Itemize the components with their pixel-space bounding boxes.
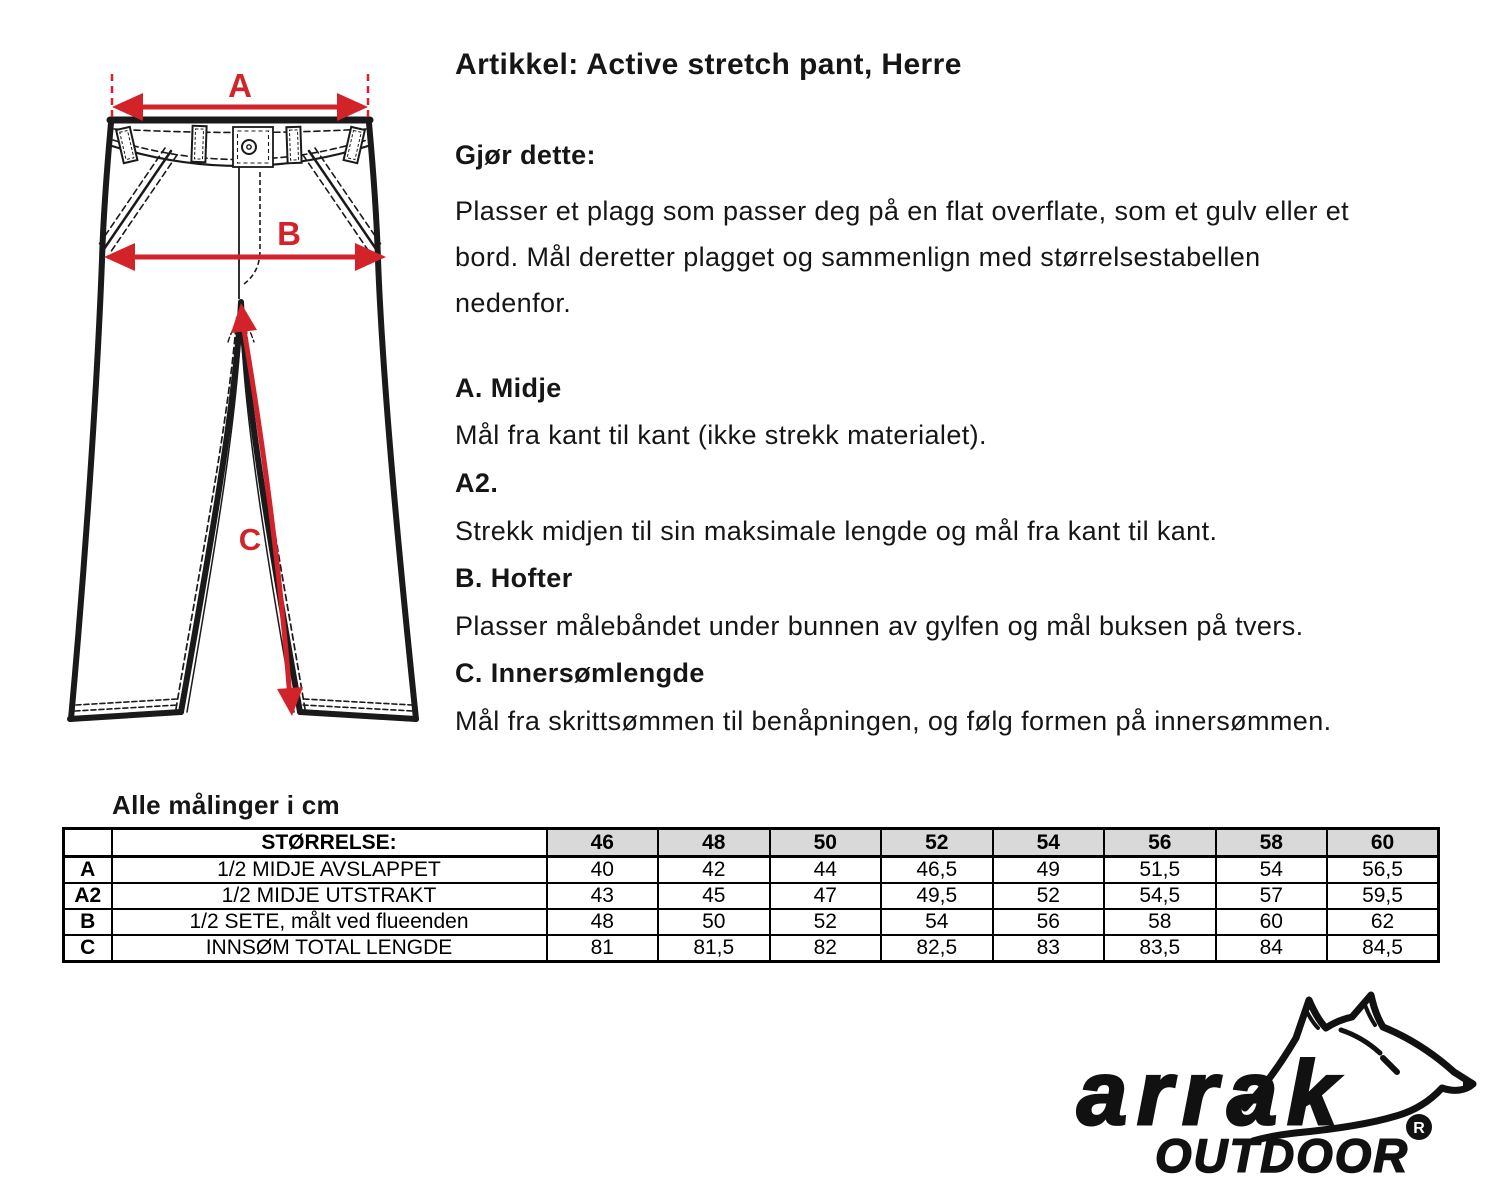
arrak-outdoor-logo (1075, 988, 1485, 1188)
registered-trademark-icon (1406, 1114, 1432, 1140)
cell: 57 (1216, 883, 1328, 909)
measure-c-heading: C. Innersømlengde (455, 658, 705, 688)
cell: 59,5 (1327, 883, 1439, 909)
cell: 49,5 (881, 883, 993, 909)
measure-a-heading: A. Midje (455, 373, 562, 403)
cell: 60 (1216, 909, 1328, 935)
measure-a2-heading: A2. (455, 468, 499, 498)
measure-a2-text: Strekk midjen til sin maksimale lengde og mål fra kant til kant. (455, 516, 1218, 546)
size-header-label: STØRRELSE: (112, 829, 547, 857)
pants-diagram (55, 70, 475, 750)
size-col-56: 56 (1104, 829, 1216, 857)
logo-brand-text: arrak (1077, 1044, 1348, 1144)
cell: 54,5 (1104, 883, 1216, 909)
label-b: B (277, 215, 301, 252)
label-a: A (228, 70, 252, 104)
cell: 52 (770, 909, 882, 935)
row-label: 1/2 SETE, målt ved flueenden (112, 909, 547, 935)
corner-cell (64, 829, 112, 857)
cell: 82,5 (881, 935, 993, 962)
cell: 56,5 (1327, 857, 1439, 884)
cell: 62 (1327, 909, 1439, 935)
cell: 56 (993, 909, 1105, 935)
cell: 82 (770, 935, 882, 962)
cell: 40 (547, 857, 659, 884)
instructions-line-3: nedenfor. (455, 288, 572, 318)
row-key: A2 (64, 883, 112, 909)
measure-arrow-a (112, 70, 368, 121)
measure-c-text: Mål fra skrittsømmen til benåpningen, og følg formen på innersømmen. (455, 706, 1332, 736)
cell: 54 (881, 909, 993, 935)
logo-sub-text: OUTDOOR (1155, 1129, 1410, 1182)
cell: 84 (1216, 935, 1328, 962)
cell: 52 (993, 883, 1105, 909)
table-row-a2 (64, 883, 1439, 909)
table-note: Alle målinger i cm (112, 790, 340, 820)
cell: 54 (1216, 857, 1328, 884)
size-col-52: 52 (881, 829, 993, 857)
cell: 48 (547, 909, 659, 935)
size-col-48: 48 (658, 829, 770, 857)
size-table (62, 827, 1440, 963)
size-col-46: 46 (547, 829, 659, 857)
svg-text:R: R (1413, 1120, 1425, 1137)
size-col-58: 58 (1216, 829, 1328, 857)
measure-b-heading: B. Hofter (455, 563, 573, 593)
page-title: Artikkel: Active stretch pant, Herre (455, 48, 962, 81)
measure-a-text: Mål fra kant til kant (ikke strekk materialet). (455, 420, 987, 450)
row-label: 1/2 MIDJE UTSTRAKT (112, 883, 547, 909)
row-key: B (64, 909, 112, 935)
cell: 47 (770, 883, 882, 909)
cell: 50 (658, 909, 770, 935)
size-col-60: 60 (1327, 829, 1439, 857)
cell: 43 (547, 883, 659, 909)
cell: 46,5 (881, 857, 993, 884)
cell: 58 (1104, 909, 1216, 935)
cell: 49 (993, 857, 1105, 884)
size-table-header-row (64, 829, 1439, 857)
cell: 51,5 (1104, 857, 1216, 884)
table-row-b (64, 909, 1439, 935)
instructions-heading: Gjør dette: (455, 140, 596, 170)
cell: 83 (993, 935, 1105, 962)
measure-b-text: Plasser målebåndet under bunnen av gylfen og mål buksen på tvers. (455, 611, 1304, 641)
cell: 81 (547, 935, 659, 962)
table-row-c (64, 935, 1439, 962)
row-key: A (64, 857, 112, 884)
fly-and-button (233, 127, 273, 299)
row-label: INNSØM TOTAL LENGDE (112, 935, 547, 962)
table-row-a (64, 857, 1439, 884)
size-col-50: 50 (770, 829, 882, 857)
cell: 83,5 (1104, 935, 1216, 962)
row-key: C (64, 935, 112, 962)
label-c: C (238, 522, 262, 557)
cell: 44 (770, 857, 882, 884)
cell: 84,5 (1327, 935, 1439, 962)
measure-arrow-b (104, 215, 386, 271)
cell: 45 (658, 883, 770, 909)
cell: 42 (658, 857, 770, 884)
size-col-54: 54 (993, 829, 1105, 857)
row-label: 1/2 MIDJE AVSLAPPET (112, 857, 547, 884)
cell: 81,5 (658, 935, 770, 962)
instructions-line-1: Plasser et plagg som passer deg på en flat overflate, som et gulv eller et (455, 196, 1350, 226)
instructions-line-2: bord. Mål deretter plagget og sammenlign med størrelsestabellen (455, 242, 1261, 272)
